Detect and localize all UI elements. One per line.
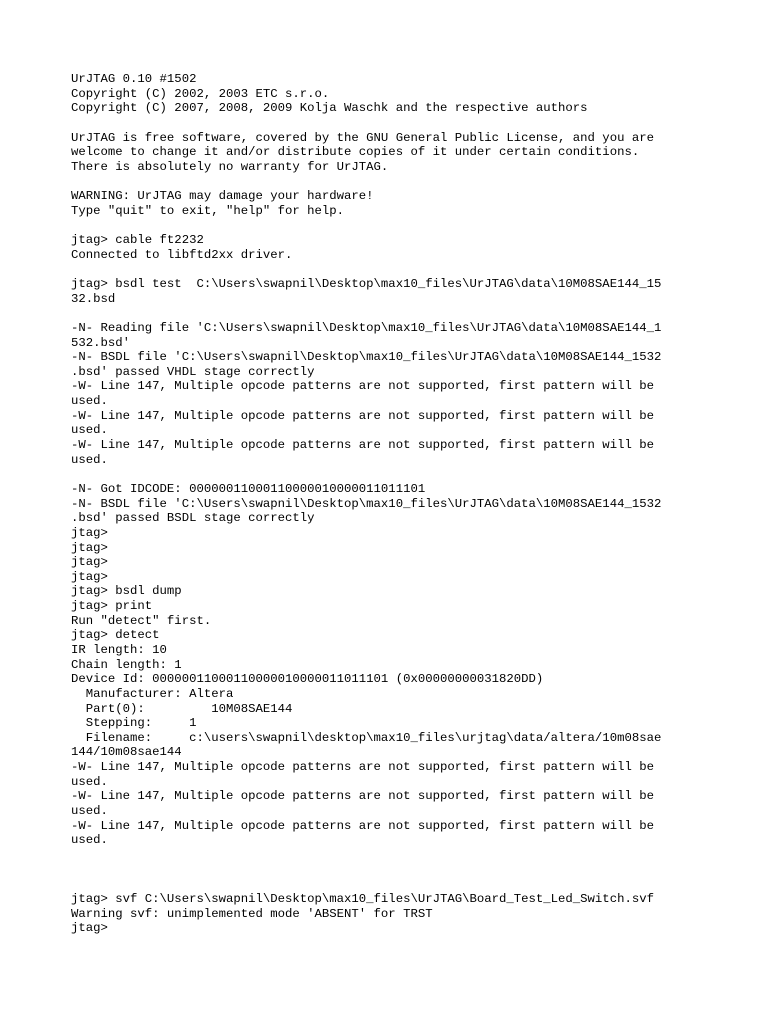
terminal-line: used. — [71, 423, 108, 438]
terminal-line: jtag> print — [71, 599, 153, 614]
terminal-line: -N- BSDL file 'C:\Users\swapnil\Desktop\max10_files\UrJTAG\data\10M08SAE144_1532 — [71, 496, 662, 511]
terminal-line: jtag> cable ft2232 — [71, 233, 204, 248]
terminal-line — [71, 877, 731, 892]
terminal-line: UrJTAG is free software, covered by the GNU General Public License, and you are — [71, 130, 654, 145]
terminal-line: -N- Reading file 'C:\Users\swapnil\Desktop\max10_files\UrJTAG\data\10M08SAE144_1 — [71, 320, 662, 335]
terminal-line — [71, 467, 731, 482]
terminal-line — [71, 262, 731, 277]
terminal-line: used. — [71, 394, 108, 409]
terminal-line: .bsd' passed BSDL stage correctly — [71, 511, 315, 526]
terminal-line: Connected to libftd2xx driver. — [71, 247, 293, 262]
terminal-line: Chain length: 1 — [71, 657, 182, 672]
terminal-line: Filename: c:\users\swapnil\desktop\max10_files\urjtag\data/altera/10m08sae — [71, 730, 662, 745]
terminal-line: -W- Line 147, Multiple opcode patterns are not supported, first pattern will be — [71, 760, 654, 775]
terminal-line: 32.bsd — [71, 291, 116, 306]
terminal-line: jtag> — [71, 555, 108, 570]
terminal-line: WARNING: UrJTAG may damage your hardware! — [71, 189, 374, 204]
terminal-line: -W- Line 147, Multiple opcode patterns are not supported, first pattern will be — [71, 789, 654, 804]
terminal-prompt[interactable]: jtag> — [71, 921, 108, 936]
terminal-line: used. — [71, 452, 108, 467]
terminal-line — [71, 174, 731, 189]
terminal-line: jtag> — [71, 569, 108, 584]
terminal-line: Device Id: 00000011000110000010000011011101 (0x00000000031820DD) — [71, 672, 544, 687]
terminal-line — [71, 218, 731, 233]
terminal-line: used. — [71, 833, 108, 848]
terminal-line: 144/10m08sae144 — [71, 745, 182, 760]
terminal-line: -W- Line 147, Multiple opcode patterns are not supported, first pattern will be — [71, 379, 654, 394]
terminal-output — [71, 72, 731, 936]
terminal-line: Warning svf: unimplemented mode 'ABSENT' for TRST — [71, 906, 433, 921]
terminal-line: -W- Line 147, Multiple opcode patterns are not supported, first pattern will be — [71, 408, 654, 423]
terminal-line — [71, 306, 731, 321]
terminal-line: Type "quit" to exit, "help" for help. — [71, 203, 345, 218]
terminal-line: -W- Line 147, Multiple opcode patterns are not supported, first pattern will be — [71, 818, 654, 833]
terminal-line: jtag> — [71, 525, 108, 540]
terminal-line: UrJTAG 0.10 #1502 — [71, 72, 197, 86]
terminal-line: jtag> — [71, 540, 108, 555]
terminal-line — [71, 116, 731, 131]
terminal-line: jtag> svf C:\Users\swapnil\Desktop\max10_files\UrJTAG\Board_Test_Led_Switch.svf — [71, 891, 654, 906]
terminal-line: .bsd' passed VHDL stage correctly — [71, 364, 315, 379]
terminal-line: 532.bsd' — [71, 335, 131, 350]
terminal-line: jtag> detect — [71, 628, 160, 643]
terminal-line: Run "detect" first. — [71, 613, 212, 628]
terminal-line: used. — [71, 804, 108, 819]
terminal-line: jtag> bsdl dump — [71, 584, 182, 599]
terminal-line: Part(0): 10M08SAE144 — [71, 701, 293, 716]
terminal-line: Manufacturer: Altera — [71, 686, 234, 701]
terminal-line: used. — [71, 774, 108, 789]
terminal-line — [71, 863, 731, 878]
terminal-line: Stepping: 1 — [71, 716, 197, 731]
terminal-line: There is absolutely no warranty for UrJTAG. — [71, 159, 389, 174]
terminal-line: -W- Line 147, Multiple opcode patterns are not supported, first pattern will be — [71, 438, 654, 453]
terminal-line: -N- BSDL file 'C:\Users\swapnil\Desktop\max10_files\UrJTAG\data\10M08SAE144_1532 — [71, 350, 662, 365]
terminal-line — [71, 848, 731, 863]
terminal-line: IR length: 10 — [71, 642, 167, 657]
terminal-line: -N- Got IDCODE: 00000011000110000010000011011101 — [71, 481, 426, 496]
terminal-line: Copyright (C) 2007, 2008, 2009 Kolja Waschk and the respective authors — [71, 101, 588, 116]
terminal-line: jtag> bsdl test C:\Users\swapnil\Desktop\max10_files\UrJTAG\data\10M08SAE144_15 — [71, 276, 662, 291]
terminal-line: Copyright (C) 2002, 2003 ETC s.r.o. — [71, 86, 330, 101]
terminal-line: welcome to change it and/or distribute copies of it under certain conditions. — [71, 145, 640, 160]
